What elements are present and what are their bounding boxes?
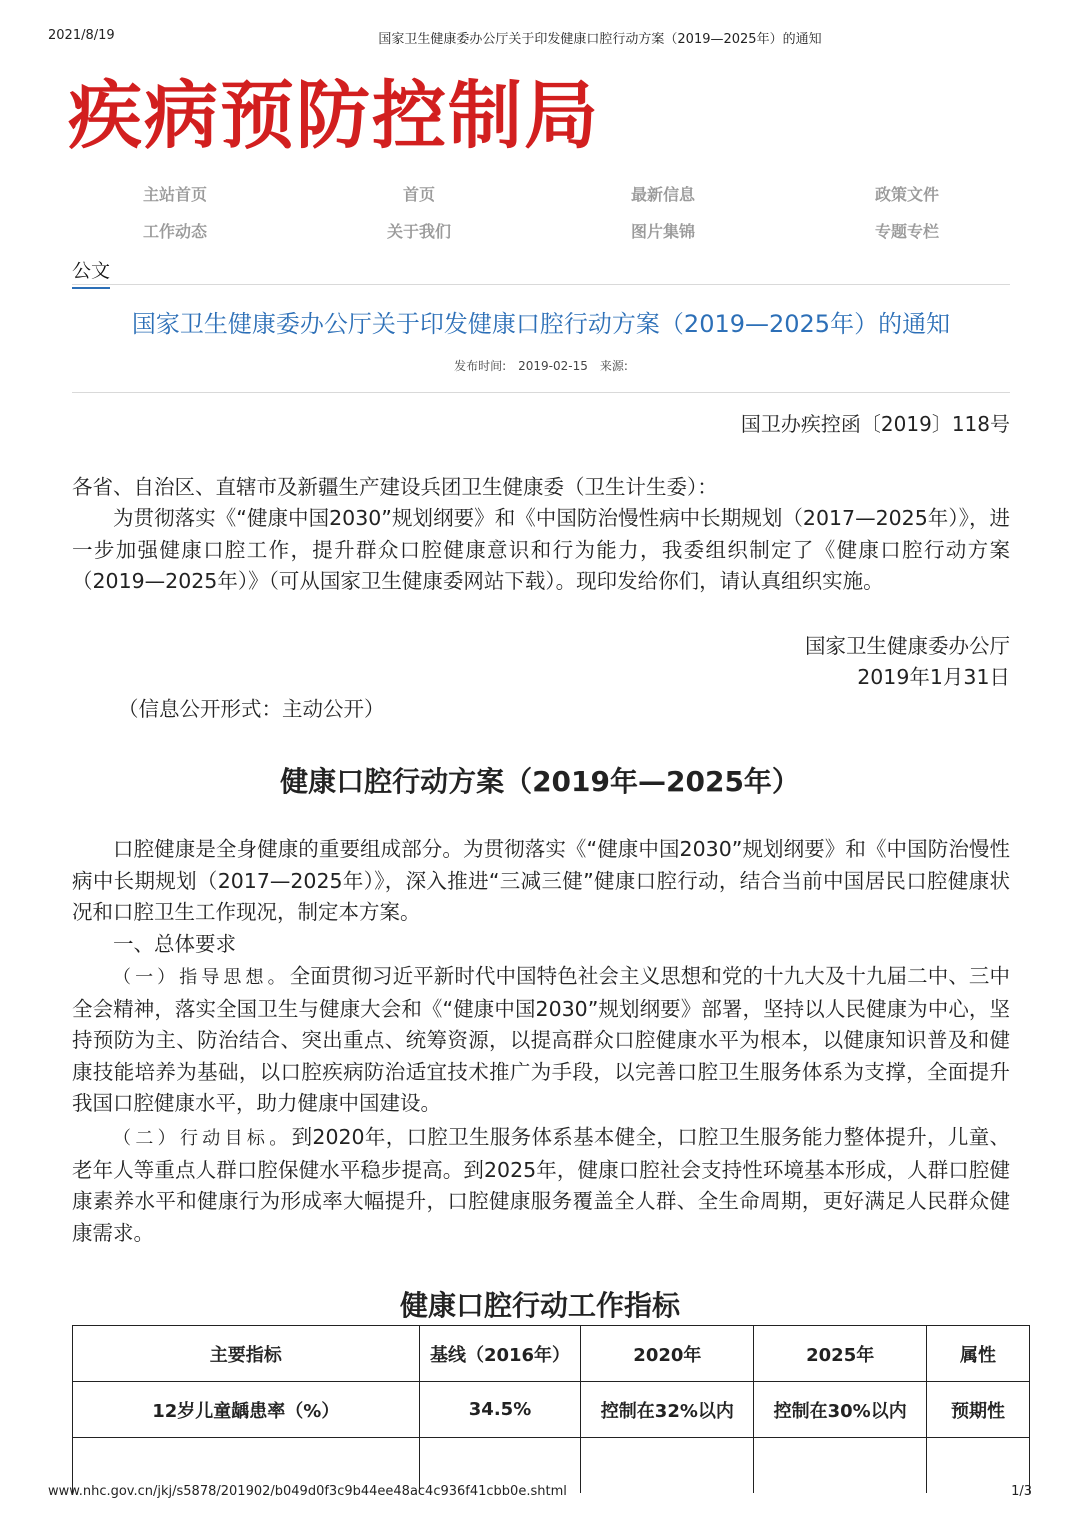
print-header-title: 国家卫生健康委办公厅关于印发健康口腔行动方案（2019—2025年）的通知	[378, 32, 822, 47]
nav-gallery[interactable]: 图片集锦	[630, 222, 695, 241]
publish-label: 发布时间:	[454, 359, 507, 373]
nav-work-news[interactable]: 工作动态	[142, 222, 207, 241]
table-header-cell: 主要指标	[73, 1326, 420, 1382]
nav-about-us[interactable]: 关于我们	[386, 222, 451, 241]
nav-special-topics[interactable]: 专题专栏	[874, 222, 939, 241]
publish-date: 2019-02-15	[518, 359, 588, 373]
salutation: 各省、自治区、直辖市及新疆生产建设兵团卫生健康委（卫生计生委）：	[72, 475, 718, 499]
nav-main-home[interactable]: 主站首页	[142, 185, 207, 204]
print-date: 2021/8/19	[48, 28, 115, 43]
article-title: 国家卫生健康委办公厅关于印发健康口腔行动方案（2019—2025年）的通知	[131, 310, 951, 338]
meta-divider	[72, 392, 1010, 393]
table-header-cell: 2025年	[754, 1326, 927, 1382]
table-cell: 控制在32%以内	[581, 1382, 754, 1438]
print-footer-url: www.nhc.gov.cn/jkj/s5878/201902/b049d0f3c9b44ee48ac4c936f41cbb0e.shtml	[48, 1484, 567, 1499]
table-header-row	[73, 1326, 1030, 1382]
guiding-ideology-paragraph	[72, 961, 1010, 1120]
nav-latest-info[interactable]: 最新信息	[630, 185, 695, 204]
indicators-table	[72, 1325, 1030, 1493]
guiding-ideology-label: （一）指导思想。	[113, 967, 290, 988]
action-goals-label: （二）行动目标。	[113, 1128, 292, 1149]
section-heading-general: 一、总体要求	[113, 932, 236, 956]
nav-policy-docs[interactable]: 政策文件	[874, 185, 939, 204]
table-header-cell: 属性	[927, 1326, 1030, 1382]
plan-heading: 健康口腔行动方案（2019年—2025年）	[280, 765, 800, 798]
guiding-ideology-text: 全面贯彻习近平新时代中国特色社会主义思想和党的十九大及十九届二中、三中全会精神，落实全国卫生与健康大会和《“健康中国2030”规划纲要》部署，坚持以人民健康为中心，坚持预防为主、防治结合、突出重点、统筹资源，以提高群众口腔健康水平为根本，以健康知识普及和健康技能培养为基础，以口腔疾病防治适宜技术推广为手段，以完善口腔卫生服务体系为支撑，全面提升我国口腔健康水平，助力健康中国建设。	[72, 964, 1011, 1115]
section-tab[interactable]: 公文	[72, 256, 110, 289]
nav-home[interactable]: 首页	[402, 185, 435, 204]
table-header-cell: 2020年	[581, 1326, 754, 1382]
print-page-number: 1/3	[1011, 1484, 1032, 1499]
site-logo[interactable]: 疾病预防控制局	[68, 73, 600, 159]
table-row	[73, 1382, 1030, 1438]
table-header-cell: 基线（2016年）	[419, 1326, 581, 1382]
sign-date: 2019年1月31日	[857, 665, 1010, 689]
source-label: 来源:	[599, 359, 628, 373]
article-meta	[72, 357, 1010, 374]
table-cell: 34.5%	[419, 1382, 581, 1438]
notice-paragraph: 为贯彻落实《“健康中国2030”规划纲要》和《中国防治慢性病中长期规划（2017—2025年）》，进一步加强健康口腔工作，提升群众口腔健康意识和行为能力，我委组织制定了《健康口腔行动方案（2019—2025年）》（可从国家卫生健康委网站下载）。现印发给你们，请认真组织实施。	[72, 506, 1010, 593]
signature: 国家卫生健康委办公厅	[805, 634, 1010, 658]
action-goals-paragraph	[72, 1122, 1010, 1249]
table-cell	[754, 1438, 927, 1494]
plan-intro: 口腔健康是全身健康的重要组成部分。为贯彻落实《“健康中国2030”规划纲要》和《中国防治慢性病中长期规划（2017—2025年）》，深入推进“三减三健”健康口腔行动，结合当前中国居民口腔健康状况和口腔卫生工作现况，制定本方案。	[72, 837, 1010, 924]
table-cell	[581, 1438, 754, 1494]
disclosure-note: （信息公开形式：主动公开）	[118, 697, 385, 721]
section-divider	[72, 284, 1010, 285]
table-title: 健康口腔行动工作指标	[399, 1289, 680, 1322]
document-number: 国卫办疾控函〔2019〕118号	[740, 412, 1010, 436]
table-cell: 预期性	[927, 1382, 1030, 1438]
table-cell: 控制在30%以内	[754, 1382, 927, 1438]
table-cell: 12岁儿童龋患率（%）	[73, 1382, 420, 1438]
action-goals-text: 到2020年，口腔卫生服务体系基本健全，口腔卫生服务能力整体提升，儿童、老年人等重点人群口腔保健水平稳步提高。到2025年，健康口腔社会支持性环境基本形成，人群口腔健康素养水平和健康行为形成率大幅提升，口腔健康服务覆盖全人群、全生命周期，更好满足人民群众健康需求。	[72, 1125, 1011, 1245]
